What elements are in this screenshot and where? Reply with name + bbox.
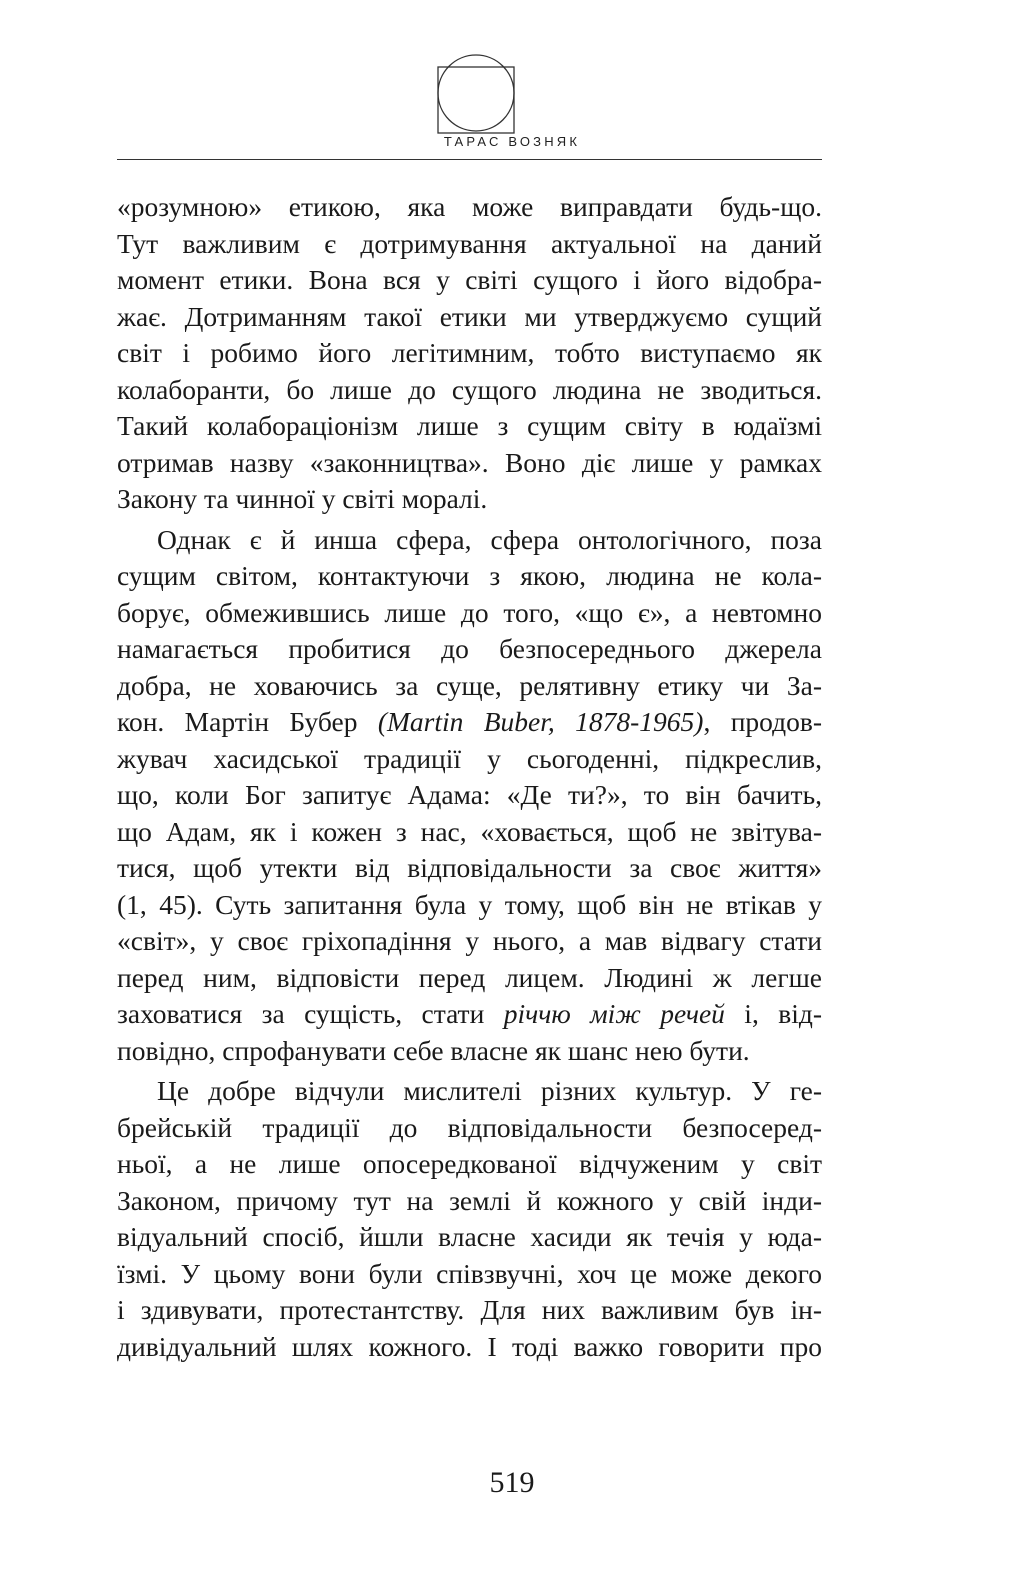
text-line: і здивувати, протестантству. Для них важливим був ін- bbox=[117, 1294, 822, 1325]
header-rule bbox=[117, 159, 822, 160]
text-line: (1, 45). Суть запитання була у тому, щоб він не втікав у bbox=[117, 888, 822, 920]
text-line bbox=[117, 704, 822, 741]
running-head: ТАРАС ВОЗНЯК bbox=[443, 134, 581, 149]
circle-square-emblem-icon bbox=[430, 47, 522, 139]
text-line: брейській традиції до відповідальности безпосеред- bbox=[117, 1111, 822, 1143]
text-line: отримав назву «законництва». Воно діє лише у рамках bbox=[117, 446, 822, 478]
text-line: перед ним, відповісти перед лицем. Людині ж легше bbox=[117, 961, 822, 993]
text-line: «розумною» етикою, яка може виправдати будь-що. bbox=[117, 191, 822, 222]
text-line: колаборанти, бо лише до сущого людина не зводиться. bbox=[117, 373, 822, 405]
text-line: Тут важливим є дотримування актуальної на даний bbox=[117, 227, 822, 259]
text-line: сущим світом, контактуючи з якою, людина не кола- bbox=[117, 560, 822, 591]
emphasis-italic: річчю між речей bbox=[503, 998, 725, 1029]
text-line: тися, щоб утекти від відповідальности за своє життя» bbox=[117, 852, 822, 883]
text-line: Це добре відчули мислителі різних культур. У ге- bbox=[157, 1075, 822, 1106]
text-segment: і, від- bbox=[724, 998, 822, 1029]
text-line: жувач хасидської традиції у сьогоденні, підкреслив, bbox=[117, 742, 822, 774]
paragraph-3 bbox=[117, 1073, 822, 1365]
page-number: 519 bbox=[489, 1466, 535, 1499]
text-line: намагається пробитися до безпосереднього джерела bbox=[117, 633, 822, 664]
text-line: Закону та чинної у світі моралі. bbox=[117, 483, 488, 514]
paragraph-2 bbox=[117, 522, 822, 1070]
text-line: «світ», у своє гріхопадіння у нього, а мав відвагу стати bbox=[117, 925, 822, 956]
citation-italic: (Martin Buber, 1878-1965) bbox=[377, 706, 704, 737]
text-line: ньої, а не лише опосередкованої відчуженим у світ bbox=[117, 1148, 822, 1179]
text-line: відуальний спосіб, йшли власне хасиди як течія у юда- bbox=[117, 1221, 822, 1252]
text-segment: заховатися за сущість, стати bbox=[117, 998, 504, 1029]
text-line: світ і робимо його легітимним, тобто виступаємо як bbox=[117, 337, 822, 368]
text-line: що, коли Бог запитує Адама: «Де ти?», то він бачить, bbox=[117, 779, 822, 810]
text-line: момент етики. Вона вся у світі сущого і його відобра- bbox=[117, 264, 822, 295]
text-line: Законом, причому тут на землі й кожного у свій інди- bbox=[117, 1184, 822, 1216]
paragraph-1 bbox=[117, 189, 822, 518]
text-line bbox=[117, 996, 822, 1033]
text-segment: , продов- bbox=[703, 706, 823, 737]
text-line: дивідуальний шлях кожного. І тоді важко говорити про bbox=[117, 1330, 822, 1362]
text-segment: кон. Мартін Бубер bbox=[117, 706, 378, 737]
text-line: борує, обмежившись лише до того, «що є», а невтомно bbox=[117, 596, 822, 628]
text-line: Однак є й инша сфера, сфера онтологічного, поза bbox=[157, 523, 822, 555]
text-line: повідно, спрофанувати себе власне як шанс нею бути. bbox=[117, 1034, 750, 1066]
body-text bbox=[117, 189, 822, 1365]
text-line: їзмі. У цьому вони були співзвучні, хоч це може декого bbox=[117, 1257, 822, 1289]
text-line: жає. Дотриманням такої етики ми утверджуємо сущий bbox=[117, 300, 822, 332]
text-line: що Адам, як і кожен з нас, «ховається, щоб не звітува- bbox=[117, 815, 822, 847]
text-line: Такий колабораціонізм лише з сущим світу в юдаїзмі bbox=[117, 410, 822, 441]
text-line: добра, не ховаючись за суще, релятивну етику чи За- bbox=[117, 669, 822, 701]
